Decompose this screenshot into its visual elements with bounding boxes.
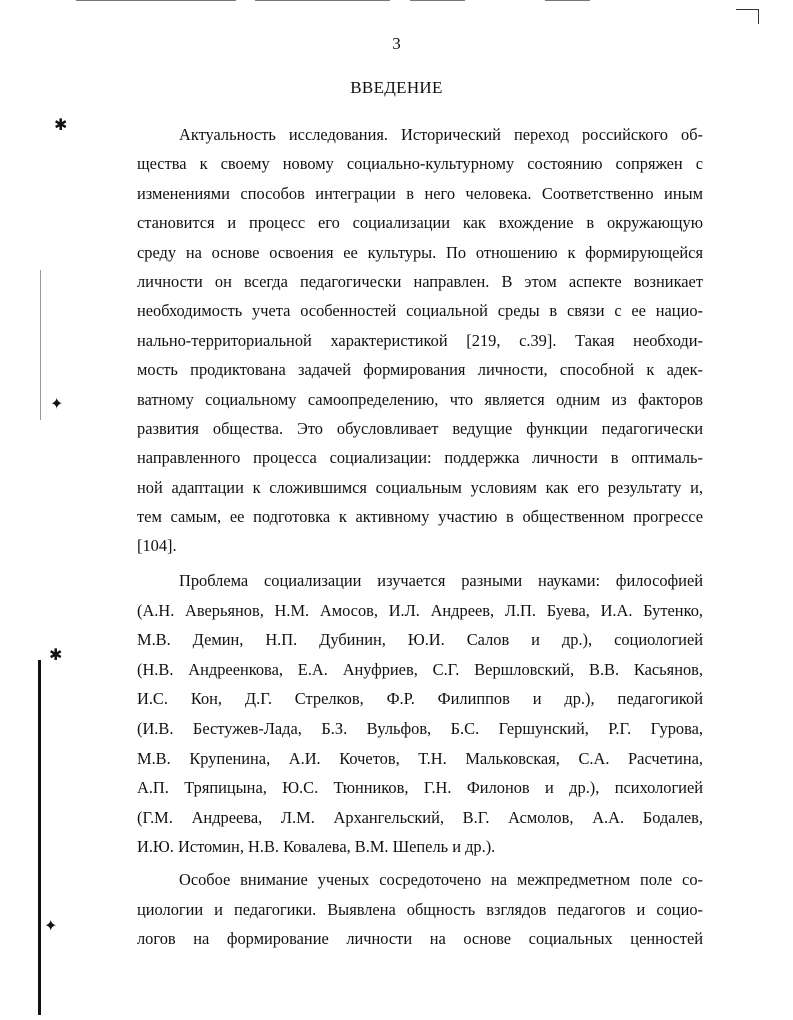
paragraph-1 — [137, 120, 703, 561]
text-line: личности он всегда педагогически направлен. В этом аспекте возникает — [137, 271, 703, 291]
paragraph-3 — [137, 865, 703, 954]
text-line: направленного процесса социализации: поддержка личности в оптималь- — [137, 448, 703, 468]
scan-artifact-line — [255, 0, 390, 1]
text-line: И.С. Кон, Д.Г. Стрелков, Ф.Р. Филиппов и др.), педагогикой — [137, 689, 703, 709]
scan-edge-bar — [38, 660, 41, 1015]
text-line: М.В. Демин, Н.П. Дубинин, Ю.И. Салов и др.), социологией — [137, 630, 703, 650]
text-line: (А.Н. Аверьянов, Н.М. Амосов, И.Л. Андреев, Л.П. Буева, И.А. Бутенко, — [137, 600, 703, 620]
scan-artifact-line — [545, 0, 590, 1]
margin-mark-icon: ✦ — [50, 394, 64, 413]
text-line: (И.В. Бестужев-Лада, Б.З. Вульфов, Б.С. Гершунский, Р.Г. Гурова, — [137, 718, 703, 738]
text-line: нально-территориальной характеристикой [219, с.39]. Такая необходи- — [137, 330, 703, 350]
text-line: среду на основе освоения ее культуры. По отношению к формирующейся — [137, 242, 703, 262]
text-line: ватному социальному самоопределению, что является одним из факторов — [137, 389, 703, 409]
margin-mark-icon: ✱ — [54, 115, 68, 134]
text-line: мость продиктована задачей формирования личности, способной к адек- — [137, 360, 703, 380]
page-number: 3 — [392, 34, 401, 53]
text-line: циологии и педагогики. Выявлена общность взглядов педагогов и социо- — [137, 899, 703, 919]
text-line: логов на формирование личности на основе социальных ценностей — [137, 929, 703, 949]
page-title: ВВЕДЕНИЕ — [350, 78, 443, 97]
text-line: Особое внимание ученых сосредоточено на межпредметном поле со- — [179, 870, 703, 889]
text-line: (Г.М. Андреева, Л.М. Архангельский, В.Г. Асмолов, А.А. Бодалев, — [137, 807, 703, 827]
scan-edge-line — [40, 270, 41, 420]
text-line: становится и процесс его социализации как вхождение в окружающую — [137, 213, 703, 233]
text-line: ной адаптации к сложившимся социальным условиям как его результату и, — [137, 477, 703, 497]
text-line: Актуальность исследования. Исторический переход российского об- — [179, 125, 703, 144]
text-line: [104]. — [137, 536, 177, 556]
text-line: (Н.В. Андреенкова, Е.А. Ануфриев, С.Г. Вершловский, В.В. Касьянов, — [137, 659, 703, 679]
text-line: тем самым, ее подготовка к активному участию в общественном прогрессе — [137, 507, 703, 527]
scan-artifact-line — [410, 0, 465, 1]
text-line: необходимость учета особенностей социальной среды в связи с ее нацио- — [137, 301, 703, 321]
margin-mark-icon: ✱ — [49, 645, 63, 664]
corner-crop-mark — [736, 9, 759, 24]
text-line: И.Ю. Истомин, Н.В. Ковалева, В.М. Шепель и др.). — [137, 837, 496, 857]
text-line: изменениями способов интеграции в него человека. Соответственно иным — [137, 183, 703, 203]
text-line: А.П. Тряпицына, Ю.С. Тюнников, Г.Н. Филонов и др.), психологией — [137, 778, 703, 798]
text-line: Проблема социализации изучается разными науками: философией — [179, 571, 703, 590]
text-line: М.В. Крупенина, А.И. Кочетов, Т.Н. Мальковская, С.А. Расчетина, — [137, 748, 703, 768]
text-line: щества к своему новому социально-культурному состоянию сопряжен с — [137, 154, 703, 174]
scan-artifact-line — [76, 0, 236, 1]
margin-mark-icon: ✦ — [44, 916, 58, 935]
text-line: развития общества. Это обусловливает ведущие функции педагогически — [137, 418, 703, 438]
paragraph-2 — [137, 566, 703, 862]
